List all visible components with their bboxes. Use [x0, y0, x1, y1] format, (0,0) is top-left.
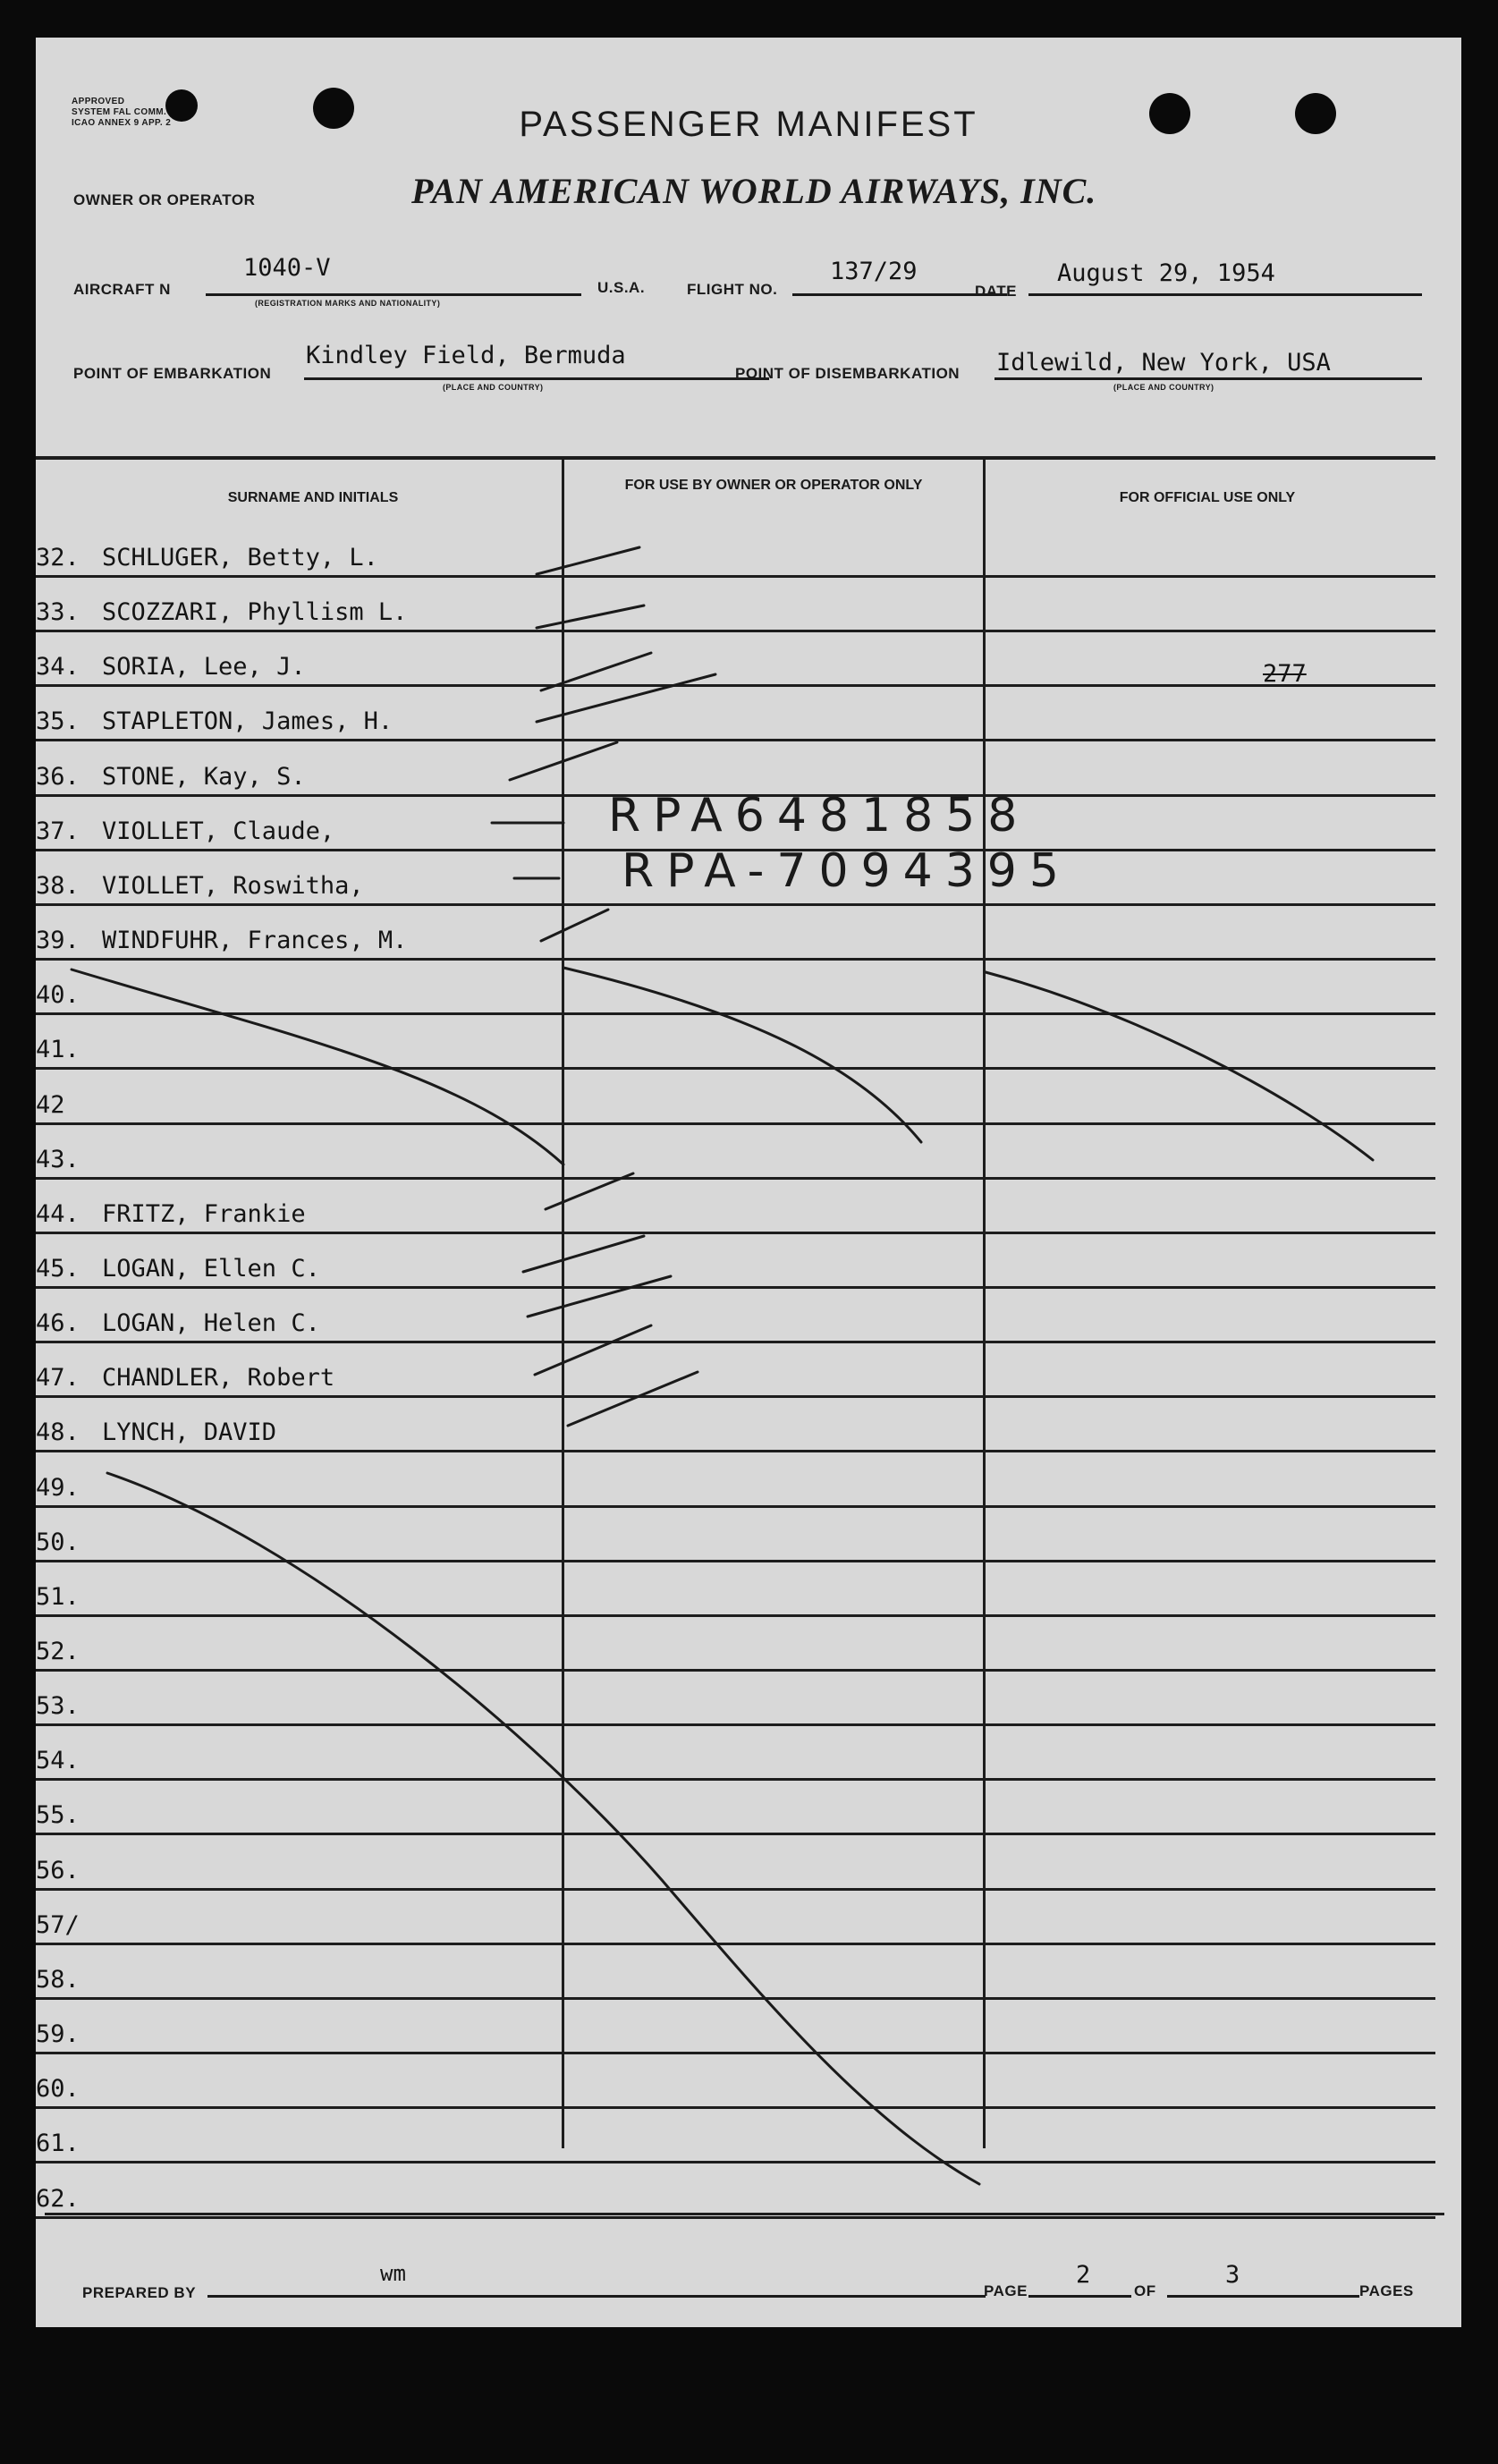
passenger-name: VIOLLET, Claude,: [102, 817, 335, 845]
row-number: 42: [36, 1090, 65, 1119]
manifest-page: [36, 38, 1461, 2327]
operator-name: PAN AMERICAN WORLD AIRWAYS, INC.: [411, 171, 1097, 211]
passenger-name: FRITZ, Frankie: [102, 1199, 306, 1228]
owner-operator-label: OWNER OR OPERATOR: [73, 191, 256, 208]
row-number: 45.: [36, 1254, 80, 1283]
disembarkation-label: POINT OF DISEMBARKATION: [735, 365, 961, 382]
row-number: 40.: [36, 981, 80, 1010]
official-column-header: FOR OFFICIAL USE ONLY: [1119, 490, 1296, 505]
approval-line-2: SYSTEM FAL COMM.: [72, 107, 167, 117]
row-number: 46.: [36, 1309, 80, 1338]
passport-note-37: RPA6481858: [608, 789, 1030, 843]
passenger-name: LOGAN, Ellen C.: [102, 1254, 320, 1283]
row-number: 37.: [36, 817, 80, 845]
row-number: 41.: [36, 1036, 80, 1064]
row-number: 35.: [36, 707, 80, 736]
passenger-name: LOGAN, Helen C.: [102, 1309, 320, 1338]
row-number: 39.: [36, 927, 80, 955]
passenger-name: CHANDLER, Robert: [102, 1364, 335, 1393]
row-number: 44.: [36, 1199, 80, 1228]
owner-column-header: FOR USE BY OWNER OR OPERATOR ONLY: [624, 478, 923, 493]
row-number: 38.: [36, 871, 80, 900]
approval-line-3: ICAO ANNEX 9 APP. 2: [72, 118, 172, 128]
flight-number: 137/29: [830, 258, 918, 285]
registration-caption: (REGISTRATION MARKS AND NATIONALITY): [255, 299, 441, 308]
row-number: 50.: [36, 1528, 80, 1556]
passenger-name: SCOZZARI, Phyllism L.: [102, 598, 408, 627]
embarkation-caption: (PLACE AND COUNTRY): [443, 383, 544, 392]
disembarkation-caption: (PLACE AND COUNTRY): [1113, 383, 1214, 392]
disembarkation-place: Idlewild, New York, USA: [996, 349, 1331, 377]
aircraft-number: 1040-V: [243, 254, 331, 282]
row-number: 62.: [36, 2184, 80, 2213]
prepared-by-value: wm: [380, 2261, 406, 2286]
row-number: 59.: [36, 2020, 80, 2049]
passenger-name: SCHLUGER, Betty, L.: [102, 544, 378, 572]
prepared-by-label: PREPARED BY: [82, 2284, 197, 2301]
official-note: 277: [1263, 660, 1307, 688]
date-label: DATE: [975, 283, 1018, 300]
row-number: 58.: [36, 1965, 80, 1994]
page-number: 2: [1076, 2261, 1091, 2289]
usa-label: U.S.A.: [597, 279, 646, 296]
row-number: 33.: [36, 598, 80, 627]
row-number: 32.: [36, 544, 80, 572]
embarkation-place: Kindley Field, Bermuda: [306, 342, 626, 369]
passport-note-38: RPA-7094395: [622, 844, 1071, 898]
row-number: 56.: [36, 1856, 80, 1884]
row-number: 52.: [36, 1638, 80, 1665]
row-number: 61.: [36, 2130, 80, 2158]
row-number: 51.: [36, 1582, 80, 1611]
row-number: 49.: [36, 1473, 80, 1502]
approval-line-1: APPROVED: [72, 97, 125, 106]
page-label: PAGE: [984, 2282, 1028, 2299]
row-number: 47.: [36, 1364, 80, 1393]
flight-date: August 29, 1954: [1057, 259, 1275, 287]
row-number: 53.: [36, 1692, 80, 1721]
surname-column-header: SURNAME AND INITIALS: [227, 490, 399, 505]
passenger-name: LYNCH, DAVID: [102, 1418, 277, 1447]
row-number: 55.: [36, 1801, 80, 1830]
passenger-name: SORIA, Lee, J.: [102, 653, 306, 682]
row-number: 60.: [36, 2075, 80, 2104]
passenger-name: WINDFUHR, Frances, M.: [102, 927, 408, 955]
flight-label: FLIGHT NO.: [687, 281, 778, 298]
row-number: 48.: [36, 1418, 80, 1447]
aircraft-label: AIRCRAFT N: [73, 281, 171, 298]
of-label: OF: [1134, 2282, 1156, 2299]
passenger-name: VIOLLET, Roswitha,: [102, 871, 364, 900]
row-number: 34.: [36, 653, 80, 682]
row-number: 57/: [36, 1910, 80, 1939]
pages-label: PAGES: [1359, 2282, 1414, 2299]
passenger-name: STONE, Kay, S.: [102, 762, 306, 791]
row-number: 36.: [36, 762, 80, 791]
page-total: 3: [1225, 2261, 1240, 2289]
embarkation-label: POINT OF EMBARKATION: [73, 365, 272, 382]
passenger-name: STAPLETON, James, H.: [102, 707, 394, 736]
row-number: 43.: [36, 1145, 80, 1173]
handwritten-strokes: [36, 38, 1461, 2327]
form-title: PASSENGER MANIFEST: [519, 105, 978, 144]
row-number: 54.: [36, 1747, 80, 1775]
